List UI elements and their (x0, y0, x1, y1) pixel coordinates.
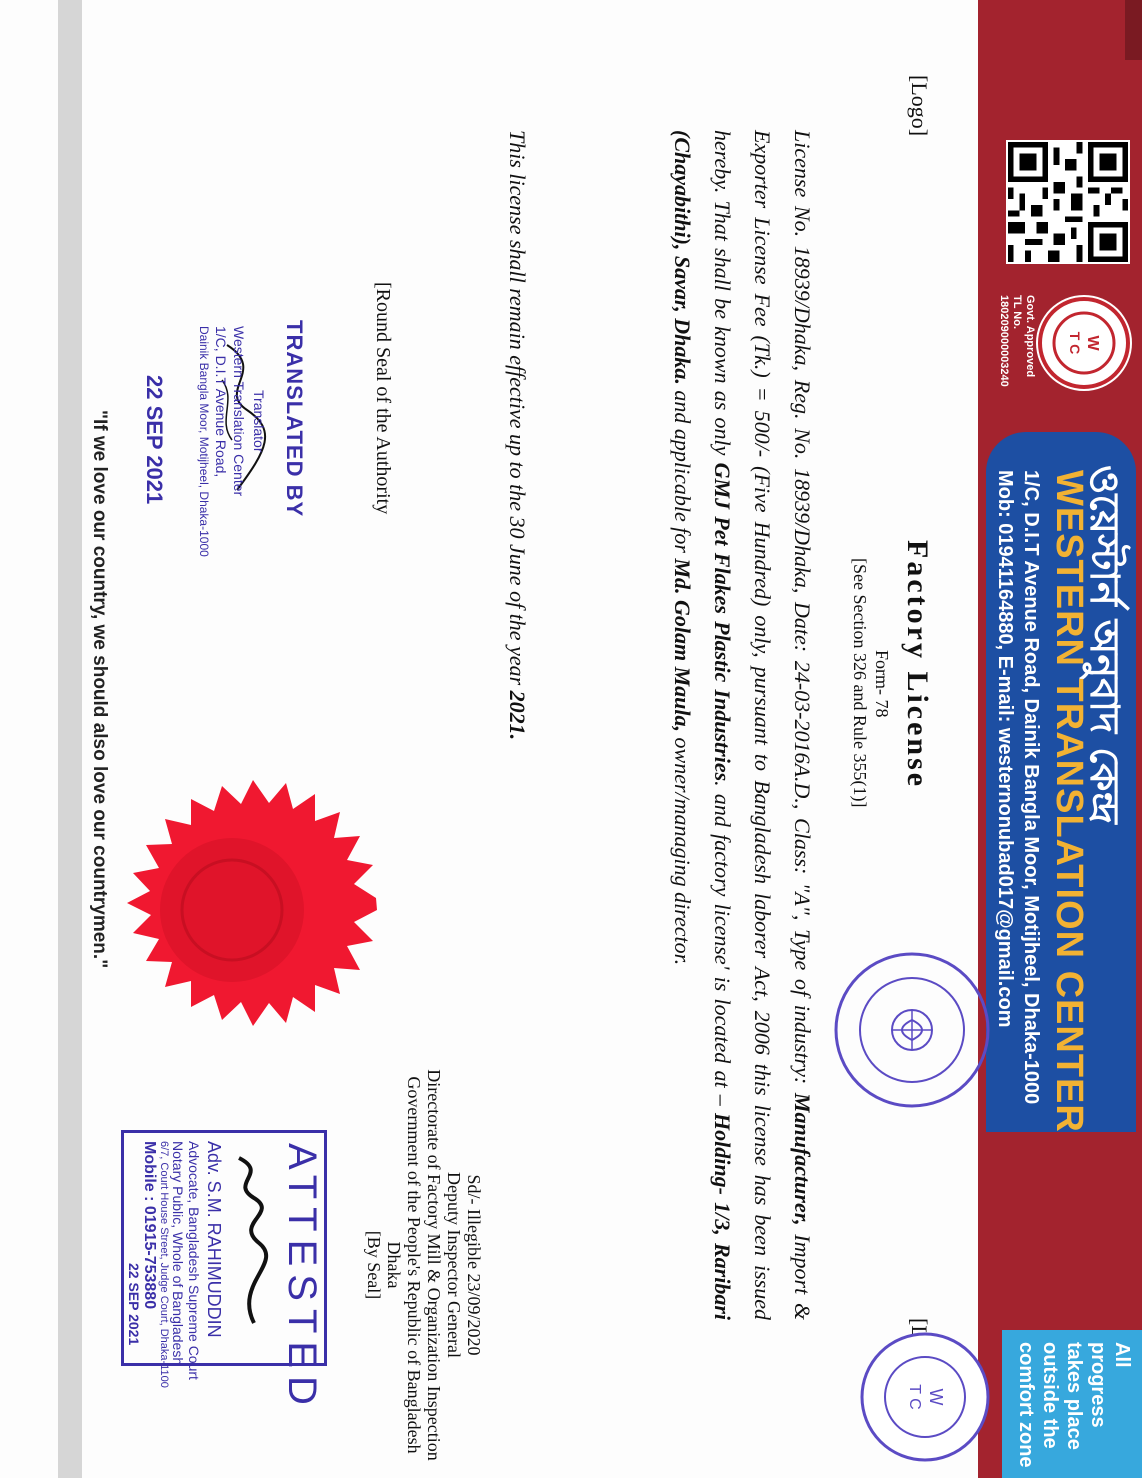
para-bold: Md. Golam Maula, (670, 558, 695, 733)
validity-year: 2021. (505, 690, 530, 741)
translated-line: Western Translation Center (231, 326, 247, 497)
translated-line: 1/C, D.I.T Avenue Road, (213, 326, 229, 478)
svg-text:W: W (1084, 335, 1101, 351)
translated-line: Dainik Bangla Moor, Motijheel, Dhaka-1000 (197, 326, 211, 557)
license-paragraph (662, 130, 822, 1320)
slogan-line: takes place (1063, 1342, 1085, 1450)
qr-code-icon (1006, 140, 1130, 264)
signature-department: Directorate of Factory Mill & Organization Inspection (424, 1069, 444, 1461)
company-name: WESTERN TRANSLATION CENTER (1048, 470, 1090, 1133)
round-seal-note: [Round Seal of the Authority (372, 282, 394, 515)
signature-seal-note: [By Seal] (364, 1230, 384, 1300)
bangla-company-name: ওয়েস্টার্ন অনুবাদ কেন্দ্র (1081, 465, 1127, 824)
slogan-line: comfort zone (1015, 1342, 1037, 1468)
signature-government: Government of the People's Republic of Bangladesh (404, 1076, 424, 1454)
translated-head: TRANSLATED BY (282, 320, 307, 518)
svg-text:T C: T C (1067, 331, 1083, 355)
slogan-box (1002, 1330, 1142, 1478)
govt-line-3: 180209000003240 (998, 295, 1010, 387)
wtc-logo-icon (1036, 295, 1132, 391)
attested-line: 6/7, Court House Street, Judge Court, Dhaka-1100 (158, 1141, 170, 1388)
signature-sd: Sd/- Illegible 23/09/2020 (464, 1174, 484, 1356)
slogan-line: outside the (1039, 1342, 1061, 1449)
para-bold: GMJ Pet Flakes Plastic Industries (710, 462, 735, 782)
signature-designation: Deputy Inspector General (444, 1172, 464, 1358)
document-title: Factory License (901, 540, 934, 790)
attested-name: Adv. S.M. RAHIMUDDIN (204, 1141, 224, 1338)
wtc-round-seal-icon (857, 1330, 992, 1465)
signature-block (364, 1055, 484, 1475)
para-text: and applicable for (670, 384, 695, 559)
slogan-line: All (1111, 1342, 1133, 1368)
govt-approved-block (982, 295, 1132, 415)
para-text: owner/managing director. (670, 732, 695, 966)
validity-statement (504, 130, 530, 740)
footer-quote: "If we love our country, we should also love our countrymen." (89, 410, 110, 969)
para-text: . and factory license' is located at – (710, 781, 735, 1114)
govt-approved-text (997, 295, 1036, 435)
attested-head: ATTESTED (280, 1143, 324, 1413)
para-bold: Manufacturer, (790, 1092, 815, 1226)
slogan-line: progress (1087, 1342, 1109, 1428)
signature-city: Dhaka (384, 1241, 404, 1289)
validity-text: This license shall remain effective up to the 30 June of the year (505, 130, 530, 691)
company-contact: Mob: 01941164880, E-mail: westernonubad017@gmail.com (994, 470, 1016, 1028)
form-number: Form- 78 (872, 650, 892, 718)
notary-seal-icon (832, 950, 992, 1110)
attester-signature-icon (224, 1153, 274, 1333)
govt-line-2: TL No. (1011, 295, 1023, 330)
attested-date: 22 SEP 2021 (126, 1263, 142, 1346)
attested-stamp (121, 1130, 327, 1413)
attested-line: Mobile : 01915-753880 (141, 1141, 158, 1310)
para-text: License No. 18939/Dhaka, Reg. No. 18939/Dhaka, Date: 24-03-2016A.D., Class: "A", Type of industry: (790, 130, 815, 1093)
translated-date: 22 SEP 2021 (142, 375, 167, 505)
red-embossed-seal-icon (82, 760, 382, 1060)
para-bold: Holding- 1/3, Raribari (Chayabithi), Savar, Dhaka. (670, 130, 735, 1320)
section-reference: [See Section 326 and Rule 355(1)] (850, 558, 870, 808)
govt-line-1: Govt. Approved (1024, 295, 1036, 378)
translated-by-stamp (127, 300, 307, 560)
logo-placeholder-left: [Logo] (907, 75, 932, 137)
svg-text:W: W (926, 1388, 946, 1406)
para-text: Import & Exporter License Fee (Tk.) = 500/- (Five Hundred) only, pursuant to Bangladesh laborer Act, 2006 this license has been issued hereby. That shall be known as only (710, 130, 815, 1320)
translated-line: Translator (251, 390, 267, 453)
attested-line: Advocate, Bangladesh Supreme Court (186, 1141, 202, 1380)
svg-text:T C: T C (906, 1384, 923, 1410)
company-address: 1/C, D.I.T Avenue Road, Dainik Bangla Moor, Motijheel, Dhaka-1000 (1020, 470, 1042, 1105)
attested-line: Notary Public, Whole of Bangladesh (170, 1141, 186, 1366)
